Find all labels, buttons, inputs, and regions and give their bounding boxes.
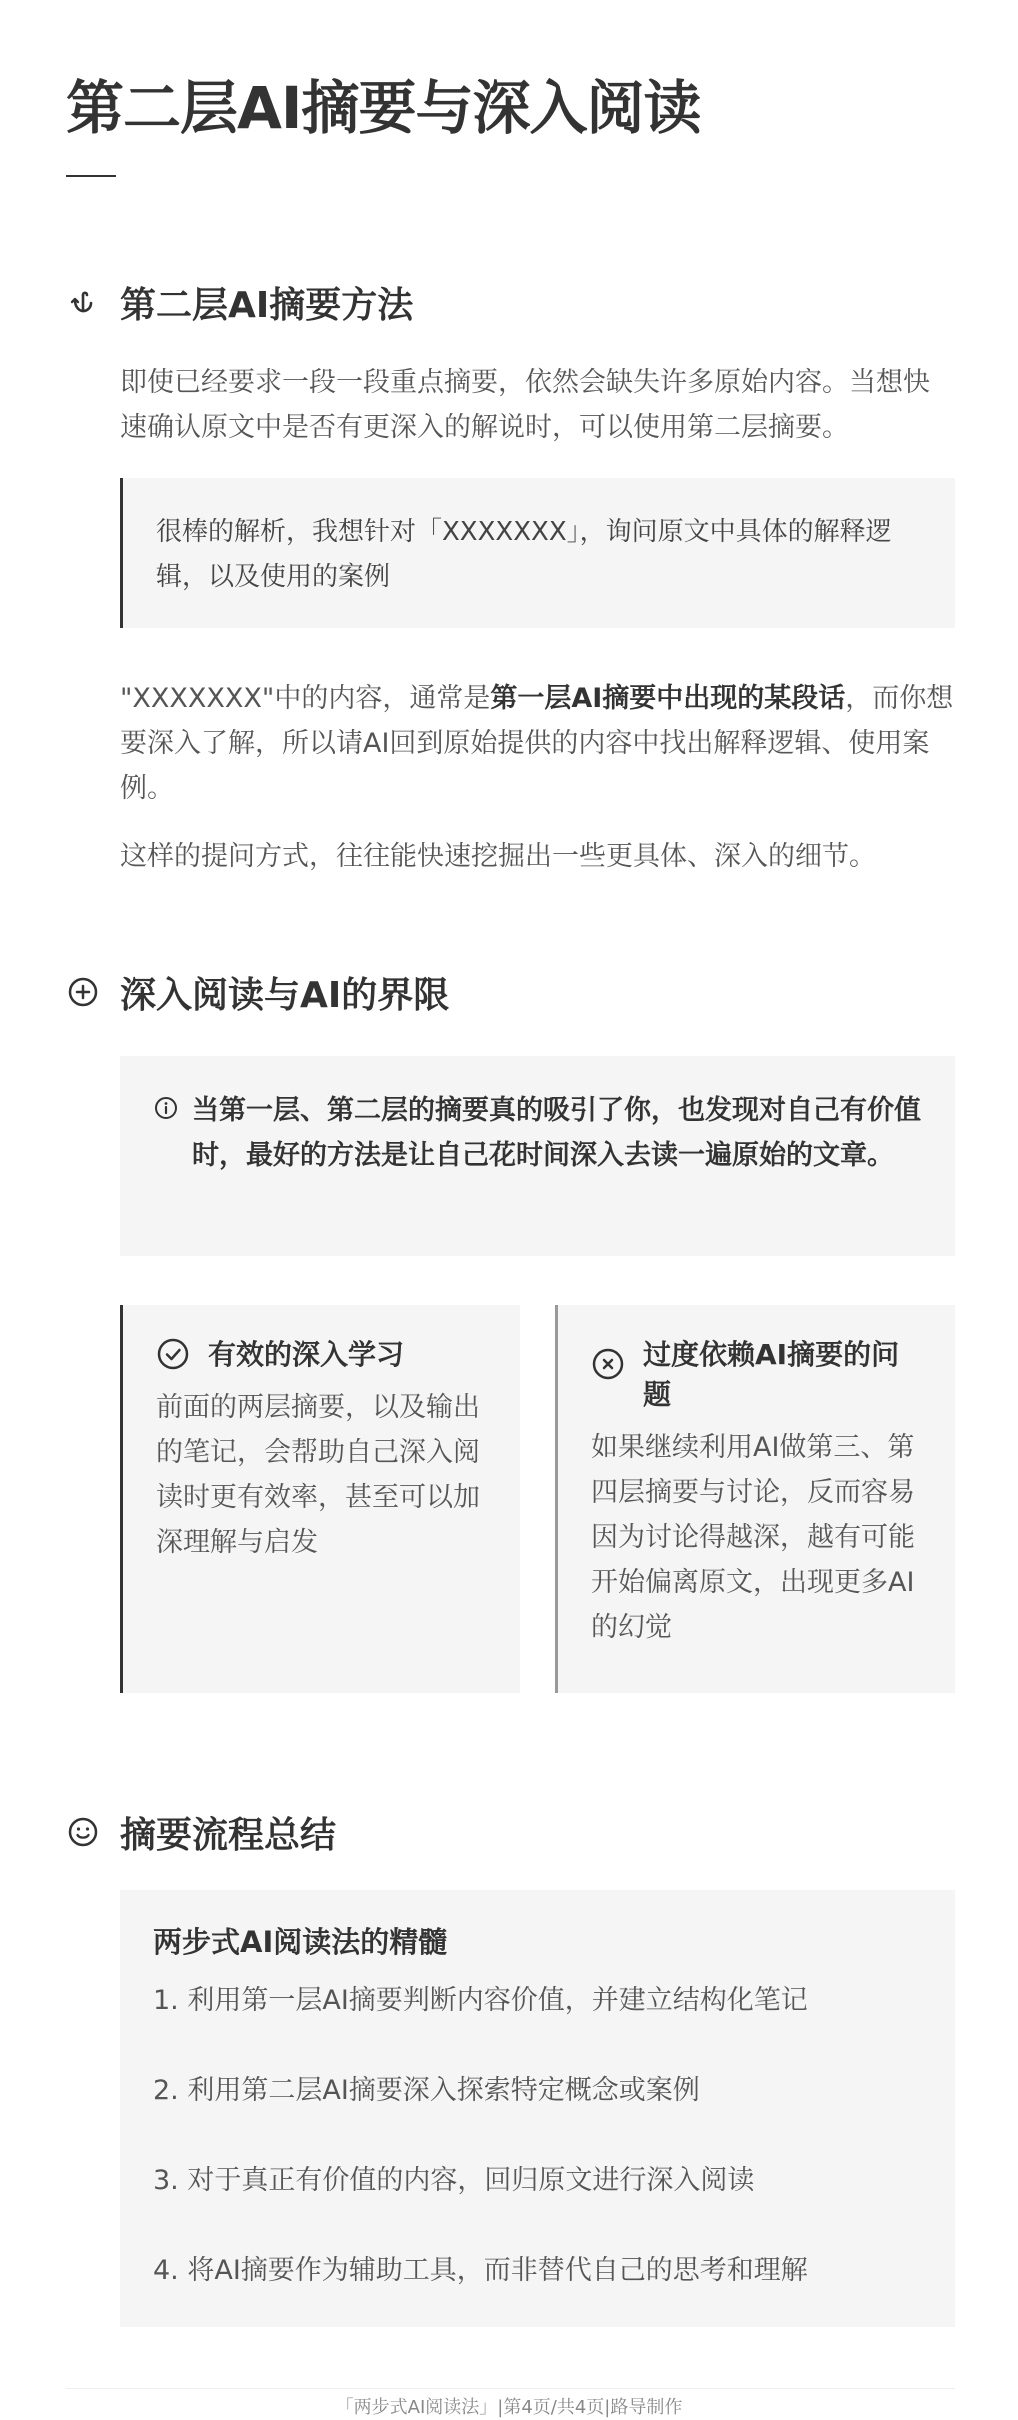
page-title: 第二层AI摘要与深入阅读: [66, 74, 701, 142]
explain-prefix: "XXXXXXX"中的内容，通常是: [120, 683, 491, 714]
check-circle-icon: [156, 1337, 190, 1371]
info-text: 当第一层、第二层的摘要真的吸引了你，也发现对自己有价值时，最好的方法是让自己花时间深入去读一遍原始的文章。: [192, 1095, 921, 1171]
list-item: 3. 对于真正有价值的内容，回归原文进行深入阅读: [153, 2165, 755, 2196]
card-effective-learning: [120, 1305, 520, 1693]
summary-box: [120, 1890, 955, 2327]
method-closing: 这样的提问方式，往往能快速挖掘出一些更具体、深入的细节。: [120, 841, 876, 872]
summary-title: 两步式AI阅读法的精髓: [153, 1925, 448, 1959]
section-heading-summary: [66, 1806, 336, 1858]
section-heading-method: [66, 276, 413, 328]
list-item: 1. 利用第一层AI摘要判断内容价值，并建立结构化笔记: [153, 1985, 808, 2016]
list-item: 2. 利用第二层AI摘要深入探索特定概念或案例: [153, 2075, 700, 2106]
section-title: 第二层AI摘要方法: [120, 284, 414, 326]
smile-icon: [66, 1815, 100, 1849]
method-explanation: [120, 676, 955, 811]
card-header: [156, 1335, 490, 1375]
method-intro: 即使已经要求一段一段重点摘要，依然会缺失许多原始内容。当想快速确认原文中是否有更深入的解说时，可以使用第二层摘要。: [120, 367, 930, 443]
card-header: [591, 1335, 925, 1415]
example-prompt-quote: 很棒的解析，我想针对「XXXXXXX」，询问原文中具体的解释逻辑，以及使用的案例: [120, 478, 955, 628]
page-footer: 「两步式AI阅读法」|第4页/共4页|路导制作: [335, 2397, 683, 2418]
section-heading-limits: [66, 966, 449, 1018]
explain-bold: 第一层AI摘要中出现的某段话: [490, 683, 846, 714]
info-icon: [154, 1096, 178, 1120]
card-overreliance-problem: [555, 1305, 955, 1693]
section-title: 深入阅读与AI的界限: [120, 974, 450, 1016]
section-title: 摘要流程总结: [120, 1814, 337, 1856]
x-circle-icon: [591, 1347, 625, 1381]
footer-divider: [66, 2388, 955, 2389]
info-callout: [120, 1056, 955, 1256]
title-divider: [66, 175, 116, 177]
list-item: 4. 将AI摘要作为辅助工具，而非替代自己的思考和理解: [153, 2255, 808, 2286]
plus-circle-icon: [66, 975, 100, 1009]
explain-suffix: ，而你想要深入了解，所以请AI回到原始提供的内容中找出解释逻辑、使用案例。: [120, 683, 954, 804]
card-title: 有效的深入学习: [208, 1338, 405, 1371]
card-body: 如果继续利用AI做第三、第四层摘要与讨论，反而容易因为讨论得越深，越有可能开始偏离原文，出现更多AI的幻觉: [591, 1432, 915, 1643]
card-title: 过度依赖AI摘要的问题: [643, 1338, 900, 1411]
card-body: 前面的两层摘要，以及输出的笔记，会帮助自己深入阅读时更有效率，甚至可以加深理解与启发: [156, 1392, 480, 1558]
anchor-hook-icon: [66, 285, 100, 319]
summary-steps: [153, 1978, 915, 2293]
